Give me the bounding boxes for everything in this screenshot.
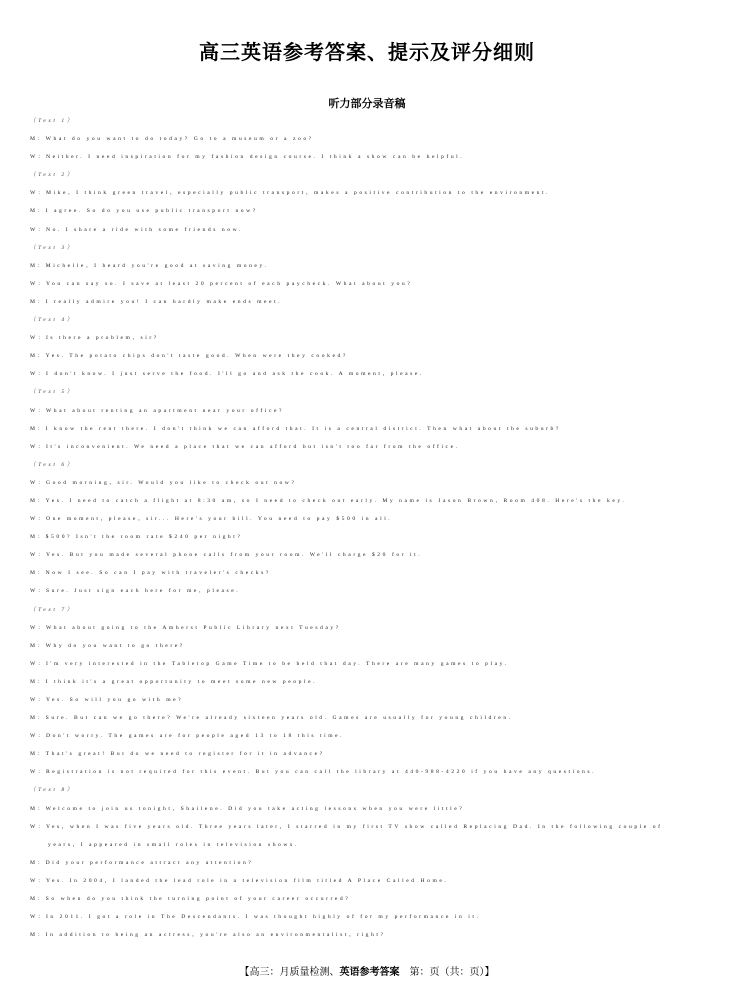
- text-heading: （Text 5）: [30, 389, 75, 396]
- transcript-line: W：Mike，I think green travel，especially public transport，makes a positive contribution to the environment.: [30, 190, 551, 197]
- transcript-line: W：Don't worry. The games are for people aged 13 to 18 this time.: [30, 733, 345, 740]
- transcript-line: M：Now I see. So can I pay with traveler's checks?: [30, 570, 271, 577]
- transcript-line: W：Yes，when I was five years old. Three years later，I starred in my first TV show called Replacing Dad. In the following couple of: [30, 823, 663, 830]
- transcript-line: M：I agree. So do you use public transport now?: [30, 208, 258, 215]
- transcript-line: W：It's inconvenient. We need a place that we can afford but isn't too far from the office.: [30, 443, 460, 450]
- page-footer: [0, 963, 734, 978]
- transcript-lines: [0, 116, 734, 948]
- transcript-line: M：Yes. I need to catch a flight at 8:30 am，so I need to check out early. My name is Jason Brown，Room 408. Here's the key.: [30, 497, 627, 504]
- transcript-line: M：Yes. The potato chips don't taste good. When were they cooked?: [30, 353, 348, 360]
- transcript-line: W：Yes. In 2004，I landed the lead role in a television film titled A Place Called Home.: [30, 877, 449, 884]
- transcript-line: M：I really admire you! I can hardly make ends meet.: [30, 298, 283, 305]
- transcript-line: M：So when do you think the turning point of your career occurred?: [30, 896, 351, 903]
- text-heading: （Text 4）: [30, 317, 75, 324]
- text-heading: （Text 6）: [30, 461, 75, 468]
- transcript-line: W：I'm very interested in the Tabletop Game Time to be held that day. There are many games to play.: [30, 660, 509, 667]
- transcript-line: M：In addition to being an actress，you're also an environmentalist，right?: [30, 932, 386, 939]
- transcript-line: M：Did your performance attract any attention?: [30, 859, 254, 866]
- transcript-line: W：Sure. Just sign each here for me，please.: [30, 588, 241, 595]
- transcript-line: W：One moment，please，sir... Here's your bill. You need to pay $500 in all.: [30, 516, 393, 523]
- transcript-line: W：You can say so. I save at least 20 percent of each paycheck. What about you?: [30, 280, 413, 287]
- transcript-line: W：Neither. I need inspiration for my fashion design course. I think a show can be helpful.: [30, 154, 465, 161]
- transcript-line: W：I don't know. I just serve the food. I'll go and ask the cook. A moment，please.: [30, 371, 424, 378]
- page-title: 高三英语参考答案、提示及评分细则: [199, 40, 535, 64]
- transcript-line: M：That's great! But do we need to register for it in advance?: [30, 751, 325, 758]
- footer-prefix: 【高三：月质量检测、: [239, 967, 340, 978]
- footer-subject: 英语参考答案: [339, 967, 400, 978]
- transcript-line: M：Welcome to join us tonight，Shailene. Did you take acting lessons when you were little?: [30, 805, 465, 812]
- transcript-line: M：$500? Isn't the room rate $240 per night?: [30, 534, 243, 541]
- footer-suffix: 第：页（共：页）】: [399, 967, 495, 978]
- text-heading: （Text 1）: [30, 118, 75, 124]
- text-heading: （Text 8）: [30, 787, 75, 794]
- transcript-line: years，I appeared in small roles in television shows.: [48, 841, 299, 848]
- transcript-line: W：In 2011. I got a role in The Descendants. I was thought highly of for my performance in it.: [30, 914, 481, 921]
- transcript-line: W：Good morning，sir. Would you like to check out now?: [30, 479, 297, 486]
- text-heading: （Text 2）: [30, 172, 75, 179]
- transcript-line: M：Sure. But can we go there? We're already sixteen years old. Games are usually for young children.: [30, 715, 513, 722]
- transcript-line: M：Why do you want to go there?: [30, 642, 185, 649]
- text-heading: （Text 3）: [30, 244, 75, 251]
- transcript-line: W：No. I share a ride with some friends now.: [30, 226, 243, 233]
- transcript-line: M：I know the rent there. I don't think we can afford that. It is a central district. Then what about the suburb?: [30, 425, 561, 432]
- transcript-line: M：What do you want to do today? Go to a museum or a zoo?: [30, 136, 314, 143]
- transcript-line: W：Yes. But you made several phone calls from your room. We'll charge $20 for it.: [30, 552, 423, 559]
- transcript-line: M：Michelle，I heard you're good at saving money.: [30, 262, 269, 269]
- transcript-line: W：What about renting an apartment near your office?: [30, 407, 285, 414]
- transcript-line: W：What about going to the Amherst Public Library next Tuesday?: [30, 624, 341, 631]
- text-heading: （Text 7）: [30, 606, 75, 613]
- transcript-line: M：I think it's a great opportunity to meet some new people.: [30, 678, 318, 685]
- transcript-line: W：Registration is not required for this event. But you can call the library at 440-988-4220 if you have any questions.: [30, 769, 597, 776]
- transcript-line: W：Yes. So will you go with me?: [30, 697, 184, 703]
- section-subtitle: 听力部分录音稿: [328, 97, 406, 110]
- transcript-line: W：Is there a problem，sir?: [30, 335, 159, 342]
